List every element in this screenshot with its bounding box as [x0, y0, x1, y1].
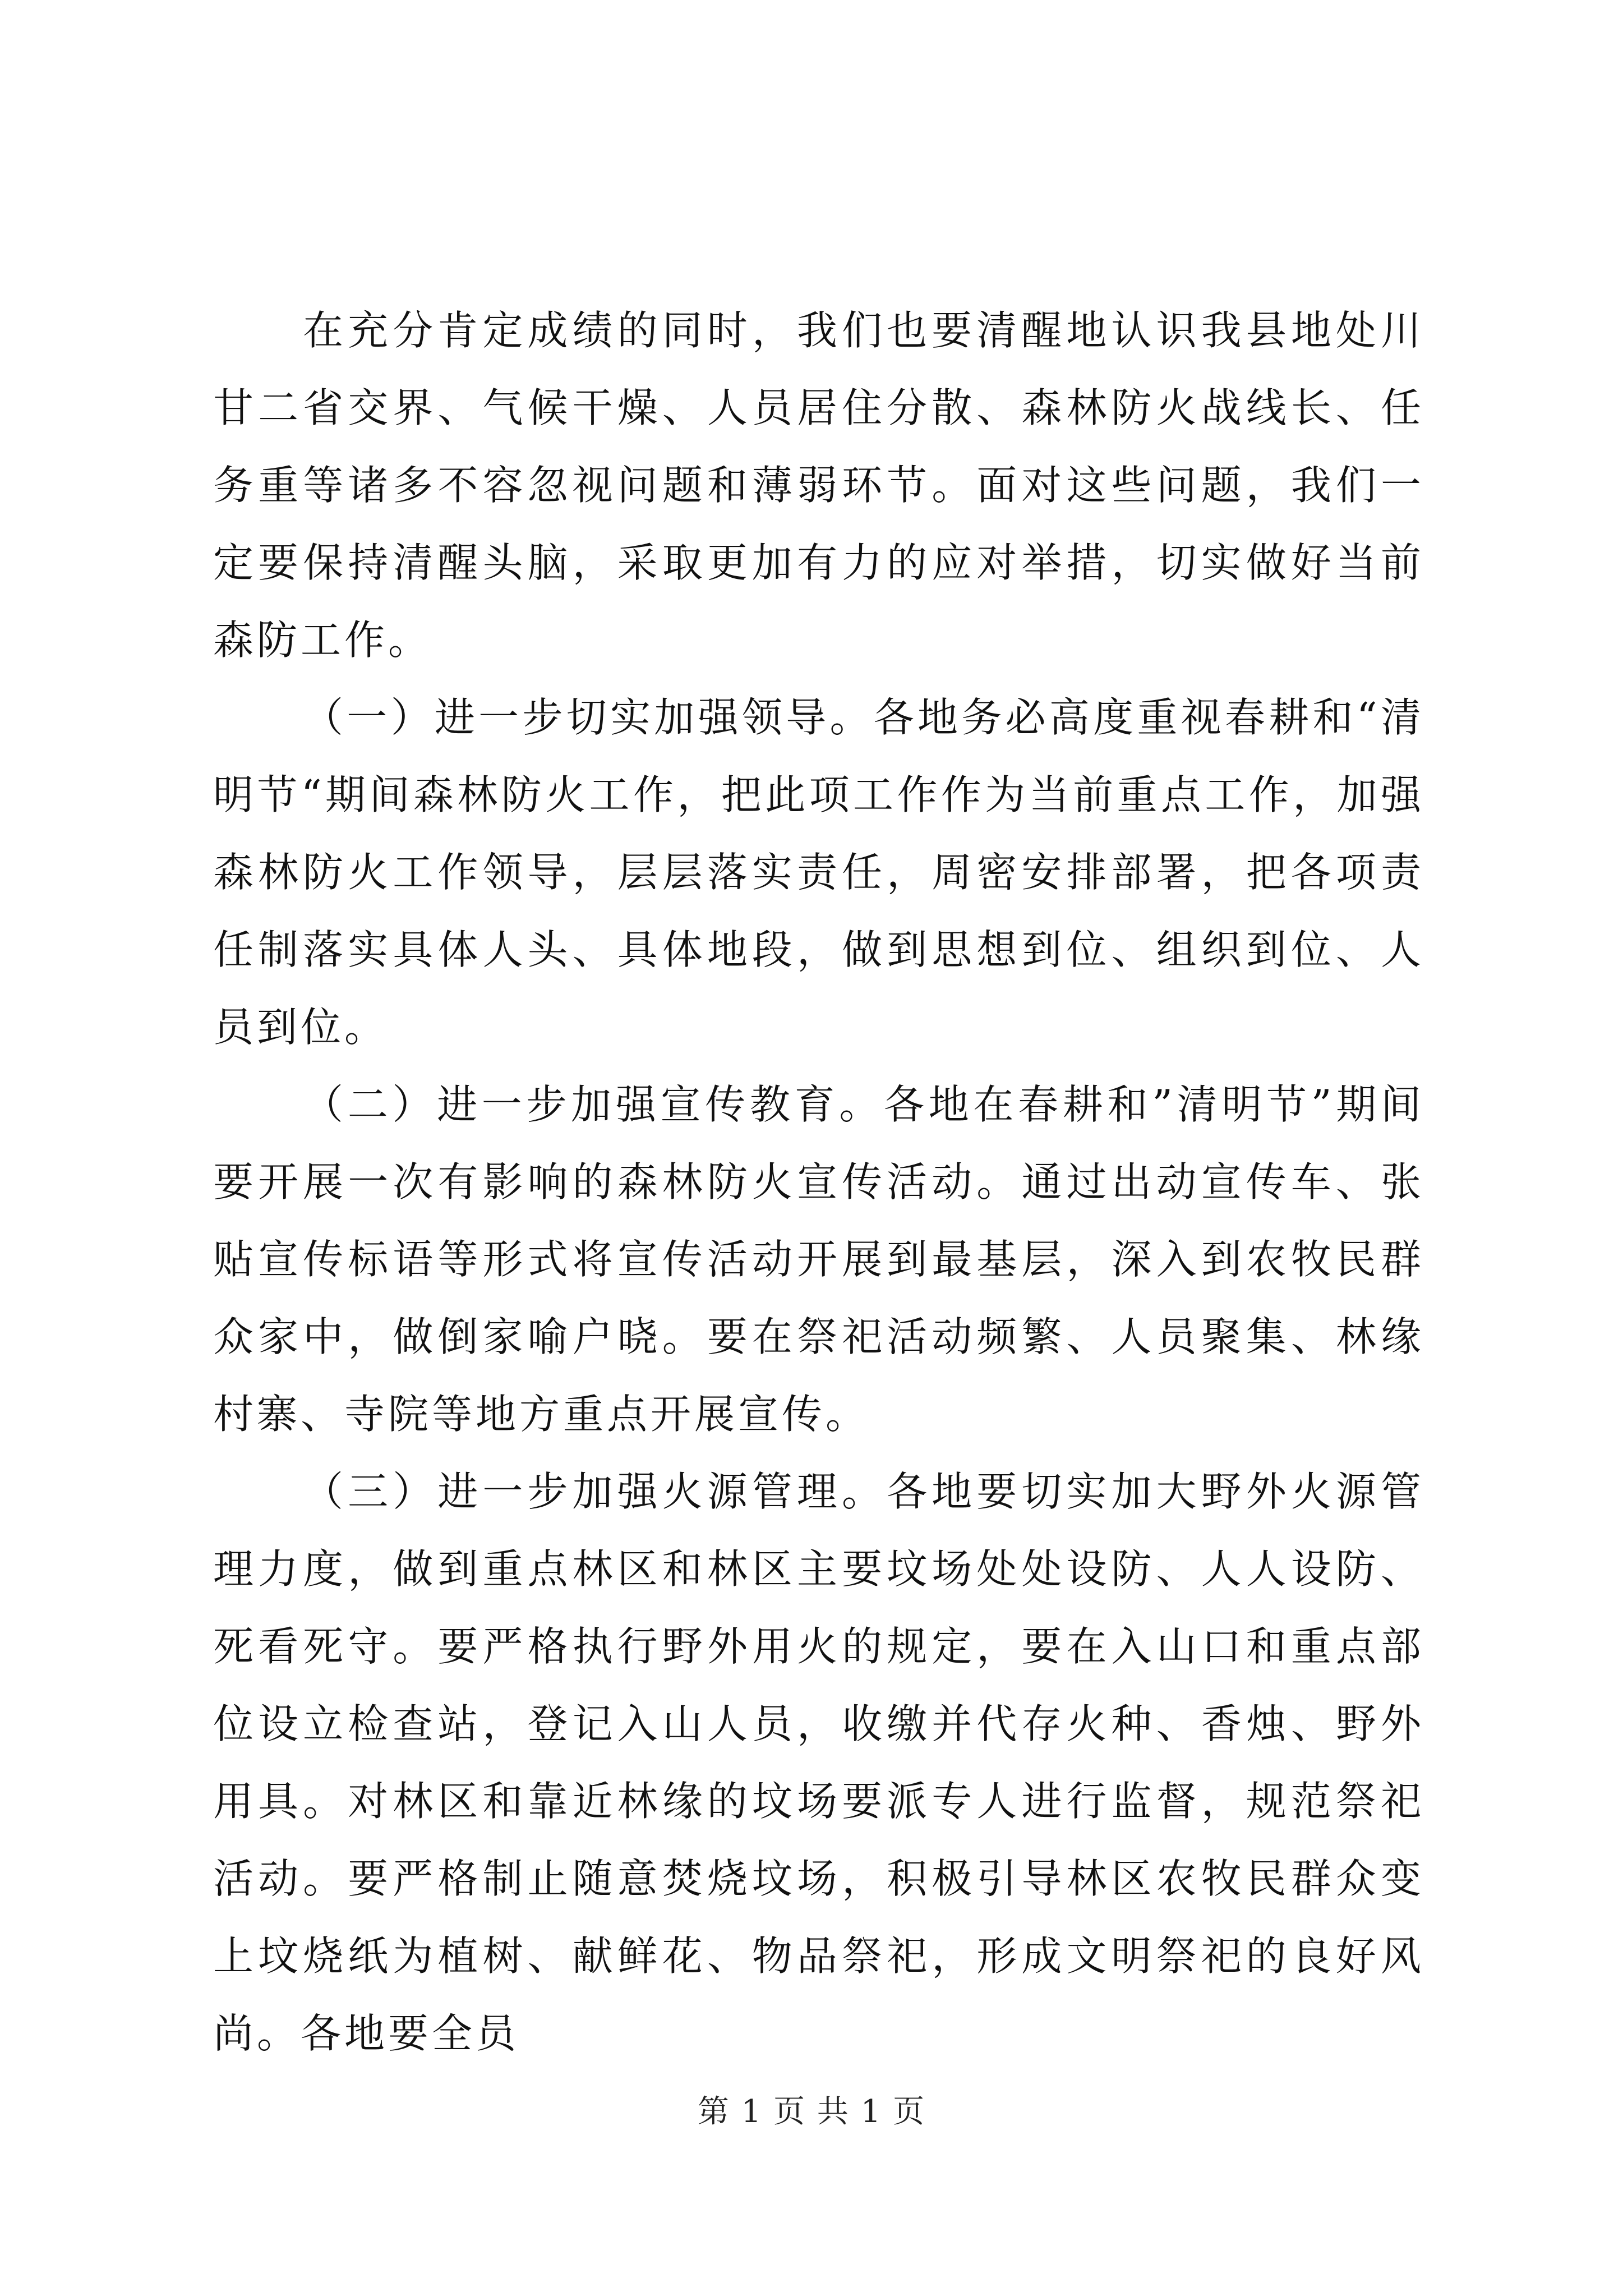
paragraph-intro: 在充分肯定成绩的同时，我们也要清醒地认识我县地处川甘二省交界、气候干燥、人员居住分散、森林防火战线长、任务重等诸多不容忽视问题和薄弱环节。面对这些问题，我们一定要保持清醒头脑，采取更加有力的应对举措，切实做好当前森防工作。	[213, 307, 1424, 664]
paragraph-section-1: （一）进一步切实加强领导。各地务必高度重视春耕和“清明节“期间森林防火工作，把此项工作作为当前重点工作，加强森林防火工作领导，层层落实责任，周密安排部署，把各项责任制落实具体人头、具体地段，做到思想到位、组织到位、人员到位。	[213, 694, 1424, 1051]
paragraph-section-2: （二）进一步加强宣传教育。各地在春耕和”清明节”期间要开展一次有影响的森林防火宣传活动。通过出动宣传车、张贴宣传标语等形式将宣传活动开展到最基层，深入到农牧民群众家中，做倒家喻户晓。要在祭祀活动频繁、人员聚集、林缘村寨、寺院等地方重点开展宣传。	[213, 1081, 1424, 1438]
page-footer: 第 1 页 共 1 页	[697, 2093, 926, 2130]
paragraph-section-3: （三）进一步加强火源管理。各地要切实加大野外火源管理力度，做到重点林区和林区主要坟场处处设防、人人设防、死看死守。要严格执行野外用火的规定，要在入山口和重点部位设立检查站，登记入山人员，收缴并代存火种、香烛、野外用具。对林区和靠近林缘的坟场要派专人进行监督，规范祭祀活动。要严格制止随意焚烧坟场，积极引导林区农牧民群众变上坟烧纸为植树、献鲜花、物品祭祀，形成文明祭祀的良好风尚。各地要全员	[213, 1468, 1424, 2057]
document-body	[213, 292, 1424, 2072]
